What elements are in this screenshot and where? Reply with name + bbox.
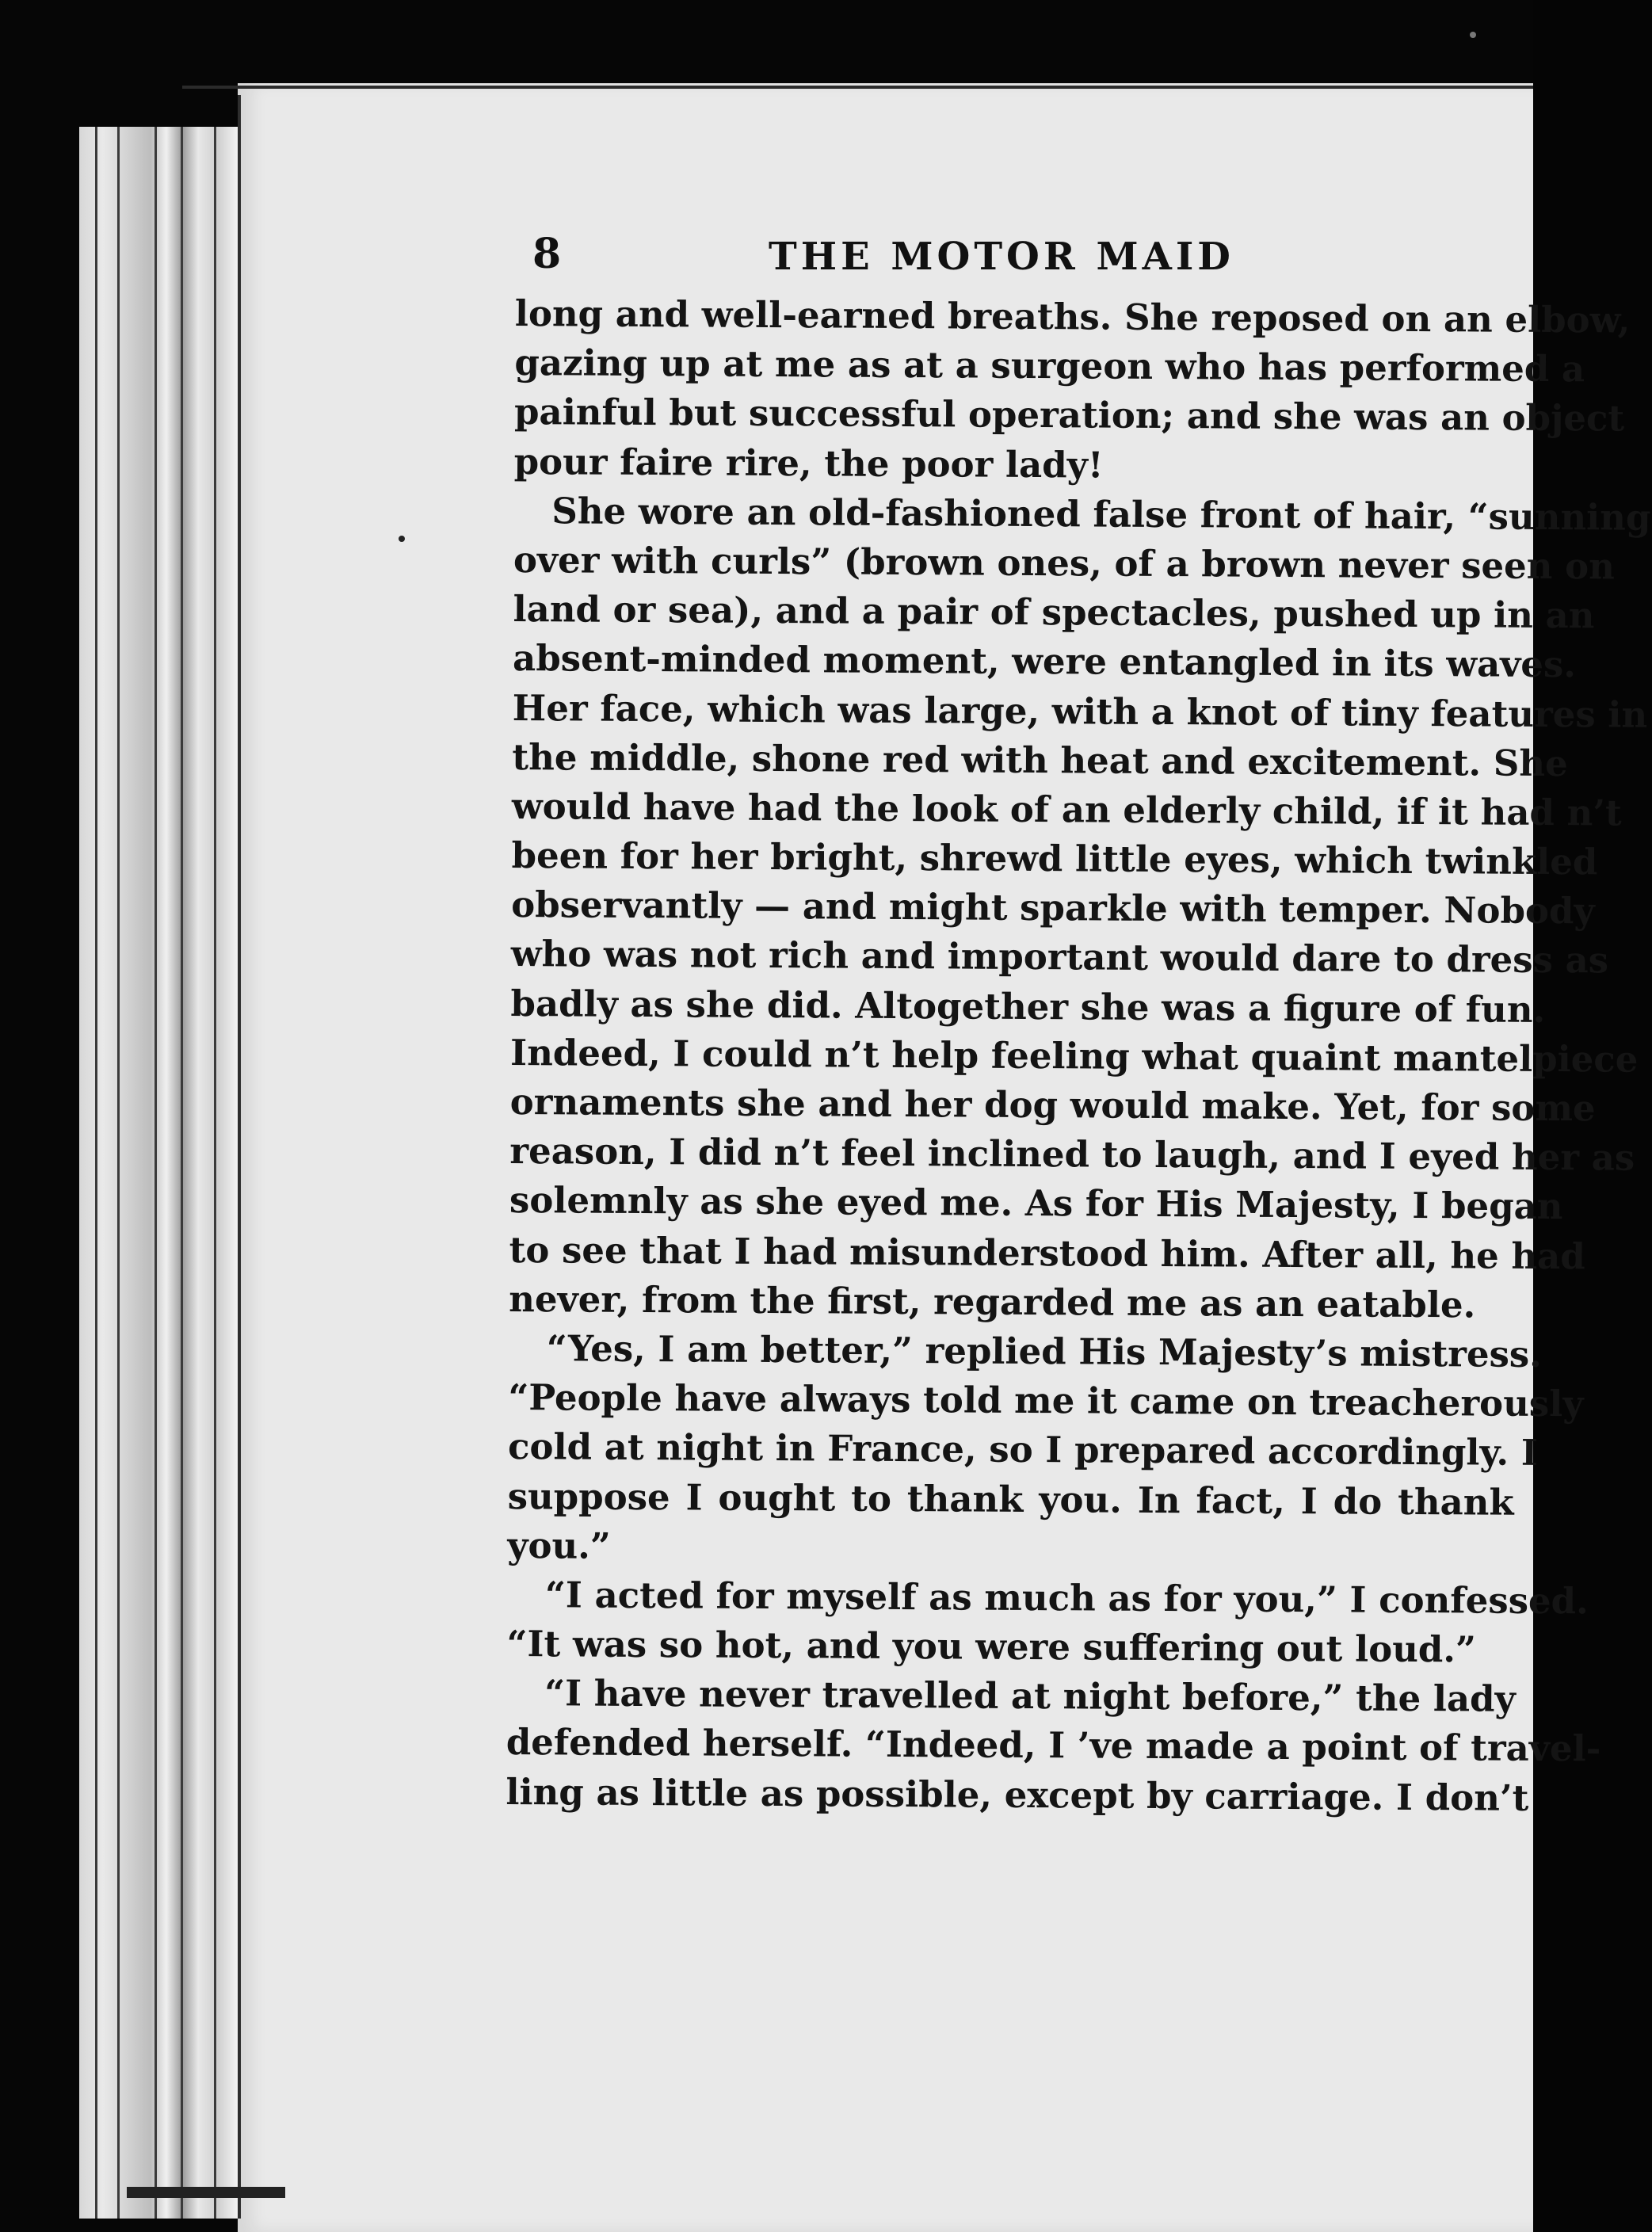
text-line: “Yes, I am better,” replied His Majesty’s mistress. xyxy=(546,1327,1543,1375)
body-text xyxy=(506,289,1651,1823)
stack-line xyxy=(95,127,97,2219)
stack-line xyxy=(117,127,120,2219)
text-line: solemnly as she eyed me. As for His Majesty, I began xyxy=(509,1179,1563,1228)
text-line: “I acted for myself as much as for you,” I confessed. xyxy=(544,1574,1589,1623)
text-line: the middle, shone red with heat and excitement. She xyxy=(512,735,1568,784)
text-line: observantly — and might sparkle with temper. Nobody xyxy=(511,883,1595,933)
text-line: gazing up at me as at a surgeon who has performed a xyxy=(514,341,1585,391)
text-line: painful but successful operation; and she was an object xyxy=(513,391,1625,440)
scan-speck xyxy=(399,536,405,542)
text-line: never, from the first, regarded me as an eatable. xyxy=(509,1277,1476,1326)
text-line: would have had the look of an elderly child, if it had n’t xyxy=(511,784,1622,834)
scan-speck xyxy=(1470,32,1476,38)
text-line: land or sea), and a pair of spectacles, pushed up in an xyxy=(513,588,1595,637)
page-header xyxy=(523,230,1521,293)
page-top-edge xyxy=(182,86,1533,89)
text-line: “I have never travelled at night before,” the lady xyxy=(544,1672,1516,1720)
text-line: over with curls” (brown ones, of a brown never seen on xyxy=(513,538,1616,588)
text-line: you.” xyxy=(507,1524,611,1567)
page-bottom-shadow xyxy=(127,2187,285,2198)
text-line: badly as she did. Altogether she was a figure of fun. xyxy=(510,982,1546,1031)
text-line: Her face, which was large, with a knot of tiny features in xyxy=(512,686,1648,736)
text-line: “People have always told me it came on treacherously xyxy=(508,1376,1584,1425)
text-line: who was not rich and important would dare to dress as xyxy=(510,933,1609,982)
text-line: reason, I did n’t feel inclined to laugh, and I eyed her as xyxy=(509,1130,1635,1179)
page-number: 8 xyxy=(532,230,562,278)
running-title: THE MOTOR MAID xyxy=(769,235,1234,279)
text-line: been for her bright, shrewd little eyes, which twinkled xyxy=(511,834,1598,883)
stack-line xyxy=(155,127,157,2219)
text-line: cold at night in France, so I prepared accordingly. I xyxy=(507,1425,1539,1475)
text-line: absent-minded moment, were entangled in its waves. xyxy=(512,637,1577,686)
text-line: defended herself. “Indeed, I ’ve made a point of travel- xyxy=(506,1721,1601,1770)
page-left-edge xyxy=(238,95,241,2219)
page-stack-edge xyxy=(79,127,261,2219)
text-line: to see that I had misunderstood him. After all, he had xyxy=(509,1228,1585,1277)
text-line: long and well-earned breaths. She reposed on an elbow, xyxy=(514,292,1631,341)
stack-line xyxy=(214,127,216,2219)
text-line: “It was so hot, and you were suffering out loud.” xyxy=(506,1623,1477,1671)
stack-line xyxy=(181,127,183,2219)
text-line: suppose I ought to thank you. In fact, I do thank xyxy=(507,1475,1514,1524)
text-line: Indeed, I could n’t help feeling what quaint mantelpiece xyxy=(509,1031,1639,1081)
text-line: She wore an old-fashioned false front of hair, “sunning xyxy=(551,490,1651,539)
text-line: ornaments she and her dog would make. Yet, for some xyxy=(509,1080,1596,1130)
text-line: ling as little as possible, except by carriage. I don’t xyxy=(506,1770,1529,1819)
text-line: pour faire rire, the poor lady! xyxy=(513,440,1104,486)
